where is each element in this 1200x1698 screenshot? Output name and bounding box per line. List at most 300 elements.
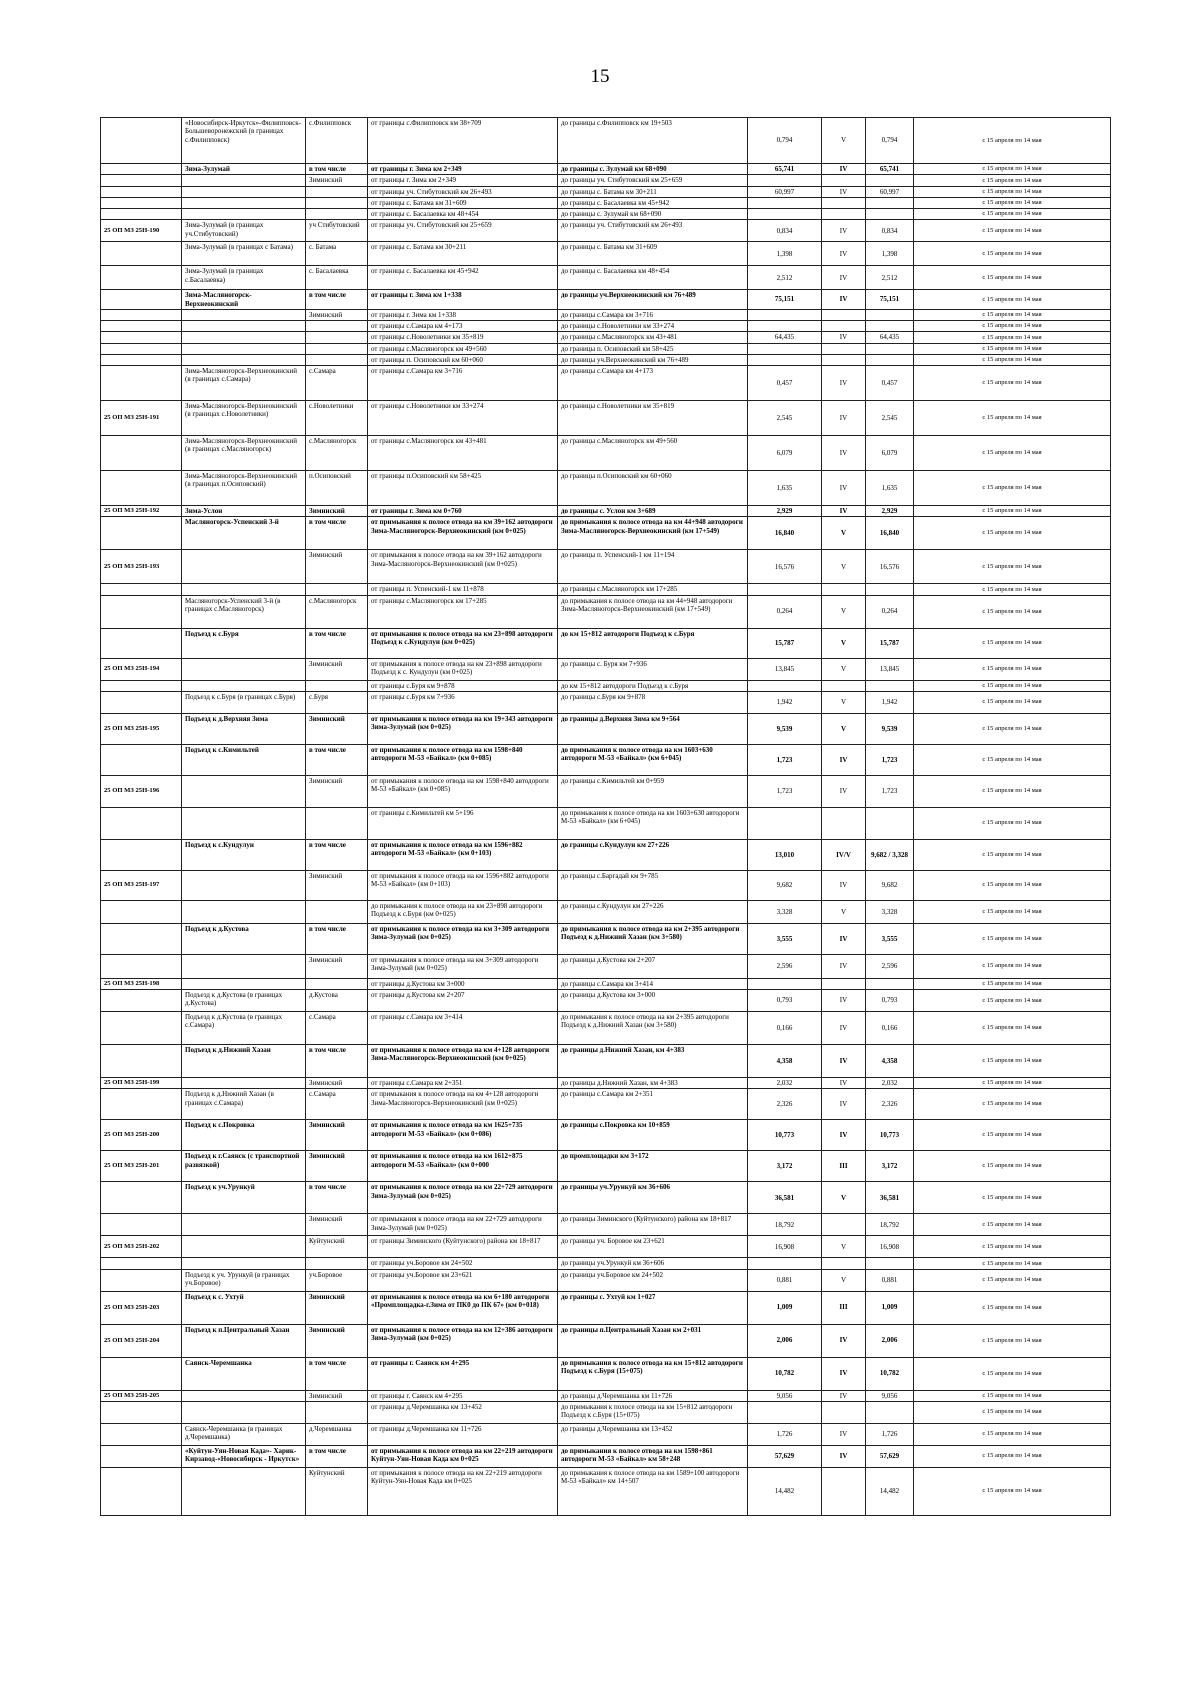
segment-start: от границы с. Батама км 31+609 bbox=[368, 197, 558, 208]
road-length: 2,006 bbox=[748, 1324, 822, 1357]
table-row bbox=[101, 517, 1111, 550]
road-code bbox=[101, 691, 182, 713]
segment-end: до промплощадки км 3+172 bbox=[558, 1151, 748, 1182]
segment-end: до примыкания к полосе отвода на км 1589+100 автодороги М-53 «Байкал» км 14+507 bbox=[558, 1467, 748, 1515]
table-row bbox=[101, 164, 1111, 175]
restriction-period: с 15 апреля по 14 мая bbox=[914, 1258, 1111, 1269]
road-category: V bbox=[822, 628, 866, 658]
table-row bbox=[101, 321, 1111, 332]
road-district bbox=[306, 197, 368, 208]
road-code: 25 ОП МЗ 25Н-203 bbox=[101, 1291, 182, 1324]
road-code bbox=[101, 471, 182, 506]
segment-end: до границы с. Ухтуй км 1+027 bbox=[558, 1291, 748, 1324]
table-row bbox=[101, 775, 1111, 807]
road-district bbox=[306, 807, 368, 839]
road-category: IV bbox=[822, 332, 866, 343]
road-name: «Куйтун-Уян-Новая Када»- Харик-Кирзавод-«Новосибирск - Иркутск» bbox=[182, 1445, 306, 1467]
road-name: Подъезд к с. Ухтуй bbox=[182, 1291, 306, 1324]
restriction-period: с 15 апреля по 14 мая bbox=[914, 309, 1111, 320]
table-row bbox=[101, 628, 1111, 658]
road-district: Зиминский bbox=[306, 954, 368, 978]
segment-end: до границы д.Черемшанка км 11+726 bbox=[558, 1390, 748, 1401]
restriction-period: с 15 апреля по 14 мая bbox=[914, 870, 1111, 900]
restricted-length: 1,635 bbox=[866, 471, 914, 506]
road-code: 25 ОП МЗ 25Н-205 bbox=[101, 1390, 182, 1401]
restriction-period: с 15 апреля по 14 мая bbox=[914, 220, 1111, 242]
segment-end: до границы д.Кустова км 3+000 bbox=[558, 990, 748, 1012]
table-row bbox=[101, 290, 1111, 310]
road-district: Зиминский bbox=[306, 1390, 368, 1401]
segment-start: от границы с.Новолетники км 35+819 bbox=[368, 332, 558, 343]
table-row bbox=[101, 1078, 1111, 1089]
road-category: IV/V bbox=[822, 839, 866, 870]
road-length: 1,726 bbox=[748, 1423, 822, 1445]
road-name bbox=[182, 343, 306, 354]
road-district: Куйтунский bbox=[306, 1467, 368, 1515]
road-code: 25 ОП МЗ 25Н-204 bbox=[101, 1324, 182, 1357]
segment-end: до примыкания к полосе отвода на км 44+948 автодороги Зима-Масляногорск-Верхнеокинский (км 17+549) bbox=[558, 517, 748, 550]
table-row bbox=[101, 471, 1111, 506]
restricted-length bbox=[866, 354, 914, 365]
restricted-length: 75,151 bbox=[866, 290, 914, 310]
segment-start: от границы г. Зима км 1+338 bbox=[368, 290, 558, 310]
road-name bbox=[182, 1078, 306, 1089]
road-code bbox=[101, 990, 182, 1012]
road-category: IV bbox=[822, 164, 866, 175]
table-row bbox=[101, 436, 1111, 471]
segment-end: до границы с.Самара км 4+173 bbox=[558, 366, 748, 401]
road-length: 1,723 bbox=[748, 744, 822, 775]
road-category: IV bbox=[822, 1357, 866, 1390]
road-length: 0,834 bbox=[748, 220, 822, 242]
road-name: Подъезд к с.Кундулун bbox=[182, 839, 306, 870]
table-row bbox=[101, 1045, 1111, 1078]
restricted-length: 2,545 bbox=[866, 401, 914, 436]
restriction-period: с 15 апреля по 14 мая bbox=[914, 1423, 1111, 1445]
restriction-period: с 15 апреля по 14 мая bbox=[914, 1357, 1111, 1390]
table-row bbox=[101, 954, 1111, 978]
table-row bbox=[101, 990, 1111, 1012]
road-district: д.Кустова bbox=[306, 990, 368, 1012]
restricted-length: 2,929 bbox=[866, 506, 914, 517]
restriction-period: с 15 апреля по 14 мая bbox=[914, 550, 1111, 584]
segment-start: от примыкания к полосе отвода на км 1596+882 автодороги М-53 «Байкал» (км 0+103) bbox=[368, 870, 558, 900]
table-row bbox=[101, 1357, 1111, 1390]
segment-end: до границы с. Басалаевка км 45+942 bbox=[558, 197, 748, 208]
segment-end: до границы уч.Урункуй км 36+606 bbox=[558, 1182, 748, 1214]
road-district: в том числе bbox=[306, 1182, 368, 1214]
segment-start: от границы г. Зима км 1+338 bbox=[368, 309, 558, 320]
segment-start: от границы уч. Стибутовский км 25+659 bbox=[368, 220, 558, 242]
road-name: Масляногорск-Успенский 3-й (в границах с.Масляногорск) bbox=[182, 595, 306, 628]
restricted-length: 65,741 bbox=[866, 164, 914, 175]
road-length: 0,166 bbox=[748, 1012, 822, 1045]
road-code bbox=[101, 1467, 182, 1515]
segment-start: от границы уч.Боровое км 24+502 bbox=[368, 1258, 558, 1269]
road-length: 4,358 bbox=[748, 1045, 822, 1078]
road-length bbox=[748, 354, 822, 365]
restricted-length bbox=[866, 1258, 914, 1269]
road-code: 25 ОП МЗ 25Н-192 bbox=[101, 506, 182, 517]
segment-start: от примыкания к полосе отвода на км 3+309 автодороги Зима-Зулумай (км 0+025) bbox=[368, 923, 558, 954]
road-category bbox=[822, 309, 866, 320]
restricted-length: 9,539 bbox=[866, 713, 914, 744]
road-code: 25 ОП МЗ 25Н-194 bbox=[101, 658, 182, 680]
segment-start: от границы с. Басалаевка км 48+454 bbox=[368, 209, 558, 220]
restriction-period: с 15 апреля по 14 мая bbox=[914, 1078, 1111, 1089]
segment-end: до границы с.Самара км 3+414 bbox=[558, 978, 748, 989]
road-category: V bbox=[822, 1269, 866, 1291]
restriction-period: с 15 апреля по 14 мая bbox=[914, 1445, 1111, 1467]
road-district bbox=[306, 321, 368, 332]
segment-end: до границы уч. Боровое км 23+621 bbox=[558, 1236, 748, 1258]
restricted-length: 0,264 bbox=[866, 595, 914, 628]
road-category bbox=[822, 209, 866, 220]
table-row bbox=[101, 978, 1111, 989]
segment-start: от примыкания к полосе отвода на км 22+219 автодороги Куйтун-Уян-Новая Када км 0+025 bbox=[368, 1467, 558, 1515]
road-category: V bbox=[822, 900, 866, 923]
segment-start: от границы д.Кустова км 3+000 bbox=[368, 978, 558, 989]
restriction-period: с 15 апреля по 14 мая bbox=[914, 321, 1111, 332]
road-length: 2,545 bbox=[748, 401, 822, 436]
road-name: Подъезд к уч.Урункуй bbox=[182, 1182, 306, 1214]
segment-start: от границы г. Зима км 0+760 bbox=[368, 506, 558, 517]
segment-start: от границы с.Филипповск км 38+709 bbox=[368, 118, 558, 164]
road-length bbox=[748, 321, 822, 332]
restriction-period: с 15 апреля по 14 мая bbox=[914, 164, 1111, 175]
road-category bbox=[822, 1401, 866, 1423]
road-district bbox=[306, 1401, 368, 1423]
table-row bbox=[101, 175, 1111, 186]
road-code bbox=[101, 680, 182, 691]
segment-end: до примыкания к полосе отвода на км 1603+630 автодороги М-53 «Байкал» (км 6+045) bbox=[558, 807, 748, 839]
restriction-period: с 15 апреля по 14 мая bbox=[914, 1236, 1111, 1258]
road-category: V bbox=[822, 713, 866, 744]
segment-end: до границы с.Буря км 9+878 bbox=[558, 691, 748, 713]
restricted-length bbox=[866, 978, 914, 989]
segment-start: от границы г. Зима км 2+349 bbox=[368, 164, 558, 175]
table-row bbox=[101, 209, 1111, 220]
road-code: 25 ОП МЗ 25Н-198 bbox=[101, 978, 182, 989]
road-category: IV bbox=[822, 1120, 866, 1151]
road-code bbox=[101, 164, 182, 175]
table-row bbox=[101, 584, 1111, 595]
road-district: с. Басалаевка bbox=[306, 266, 368, 290]
road-category: V bbox=[822, 1236, 866, 1258]
road-code bbox=[101, 175, 182, 186]
road-length: 2,929 bbox=[748, 506, 822, 517]
table-row bbox=[101, 1151, 1111, 1182]
road-length: 3,172 bbox=[748, 1151, 822, 1182]
road-code: 25 ОП МЗ 25Н-197 bbox=[101, 870, 182, 900]
road-length bbox=[748, 197, 822, 208]
segment-start: от границы с.Буря км 7+936 bbox=[368, 691, 558, 713]
road-category: III bbox=[822, 1151, 866, 1182]
road-code bbox=[101, 900, 182, 923]
table-row bbox=[101, 118, 1111, 164]
restriction-period: с 15 апреля по 14 мая bbox=[914, 1045, 1111, 1078]
road-category bbox=[822, 175, 866, 186]
road-name bbox=[182, 807, 306, 839]
segment-end: до границы уч. Стибутовский км 25+659 bbox=[558, 175, 748, 186]
road-category: IV bbox=[822, 744, 866, 775]
road-category bbox=[822, 1467, 866, 1515]
restricted-length: 1,009 bbox=[866, 1291, 914, 1324]
restriction-period: с 15 апреля по 14 мая bbox=[914, 1012, 1111, 1045]
road-code bbox=[101, 354, 182, 365]
segment-start: от примыкания к полосе отвода на км 1598+840 автодороги М-53 «Байкал» (км 0+085) bbox=[368, 744, 558, 775]
segment-end: до примыкания к полосе отвода на км 2+395 автодороги Подъезд к д.Нижний Хазан (км 3+580) bbox=[558, 923, 748, 954]
road-length: 60,997 bbox=[748, 186, 822, 197]
segment-end: до границы с.Баргадай км 9+785 bbox=[558, 870, 748, 900]
segment-start: от границы с.Самара км 3+716 bbox=[368, 366, 558, 401]
road-name bbox=[182, 175, 306, 186]
table-row bbox=[101, 550, 1111, 584]
road-name bbox=[182, 332, 306, 343]
segment-end: до границы с.Масляногорск км 43+481 bbox=[558, 332, 748, 343]
road-length: 64,435 bbox=[748, 332, 822, 343]
restriction-period: с 15 апреля по 14 мая bbox=[914, 332, 1111, 343]
road-name: Подъезд к п.Центральный Хазан bbox=[182, 1324, 306, 1357]
road-category: IV bbox=[822, 506, 866, 517]
road-length bbox=[748, 209, 822, 220]
road-length: 10,773 bbox=[748, 1120, 822, 1151]
road-name: Подъезд к уч. Урункуй (в границах уч.Боровое) bbox=[182, 1269, 306, 1291]
road-category: IV bbox=[822, 1423, 866, 1445]
road-district bbox=[306, 209, 368, 220]
restricted-length: 0,794 bbox=[866, 118, 914, 164]
road-district bbox=[306, 332, 368, 343]
road-name: Зима-Масляногорск- Верхнеокинский bbox=[182, 290, 306, 310]
restricted-length: 15,787 bbox=[866, 628, 914, 658]
road-name bbox=[182, 658, 306, 680]
segment-end: до границы с.Новолетники км 33+274 bbox=[558, 321, 748, 332]
segment-start: от примыкания к полосе отвода на км 23+898 автодороги Подъезд к с. Кундулун (км 0+025) bbox=[368, 658, 558, 680]
restricted-length: 1,942 bbox=[866, 691, 914, 713]
road-district: Зиминский bbox=[306, 175, 368, 186]
road-name: Саянск-Черемшанка bbox=[182, 1357, 306, 1390]
road-category: IV bbox=[822, 1390, 866, 1401]
restricted-length: 0,166 bbox=[866, 1012, 914, 1045]
road-category: V bbox=[822, 517, 866, 550]
road-code bbox=[101, 242, 182, 266]
segment-start: от примыкания к полосе отвода на км 1625+735 автодороги М-53 «Байкал» (км 0+086) bbox=[368, 1120, 558, 1151]
table-row bbox=[101, 680, 1111, 691]
road-length bbox=[748, 807, 822, 839]
road-name bbox=[182, 900, 306, 923]
road-name: Подъезд к д.Кустова (в границах д.Кустова) bbox=[182, 990, 306, 1012]
segment-start: от границы уч.Боровое км 23+621 bbox=[368, 1269, 558, 1291]
road-district bbox=[306, 343, 368, 354]
segment-end: до примыкания к полосе отвода на км 15+812 автодороги Подъезд к с.Буря (15+075) bbox=[558, 1357, 748, 1390]
segment-end: до границы д.Кустова км 2+207 bbox=[558, 954, 748, 978]
road-district: с. Батама bbox=[306, 242, 368, 266]
road-length bbox=[748, 1401, 822, 1423]
restricted-length: 9,682 bbox=[866, 870, 914, 900]
table-row bbox=[101, 266, 1111, 290]
restricted-length: 64,435 bbox=[866, 332, 914, 343]
road-code bbox=[101, 954, 182, 978]
road-length: 0,264 bbox=[748, 595, 822, 628]
segment-end: до границы с. Басалаевка км 48+454 bbox=[558, 266, 748, 290]
road-category bbox=[822, 1214, 866, 1236]
segment-end: до границы уч.Урункуй км 36+606 bbox=[558, 1258, 748, 1269]
road-category: V bbox=[822, 550, 866, 584]
road-category: V bbox=[822, 1182, 866, 1214]
road-district: в том числе bbox=[306, 290, 368, 310]
restriction-period: с 15 апреля по 14 мая bbox=[914, 1401, 1111, 1423]
segment-end: до примыкания к полосе отвода на км 44+948 автодороги Зима-Масляногорск-Верхнеокинский (км 17+549) bbox=[558, 595, 748, 628]
road-length: 9,539 bbox=[748, 713, 822, 744]
road-length: 57,629 bbox=[748, 1445, 822, 1467]
road-category: IV bbox=[822, 471, 866, 506]
road-name bbox=[182, 1258, 306, 1269]
road-code bbox=[101, 366, 182, 401]
road-name bbox=[182, 1236, 306, 1258]
road-name: Зима-Зулумай (в границах с Батама) bbox=[182, 242, 306, 266]
segment-start: от примыкания к полосе отвода на км 12+386 автодороги Зима-Зулумай (км 0+025) bbox=[368, 1324, 558, 1357]
road-category: IV bbox=[822, 1089, 866, 1120]
table-row bbox=[101, 242, 1111, 266]
restriction-period: с 15 апреля по 14 мая bbox=[914, 1269, 1111, 1291]
road-district: в том числе bbox=[306, 1445, 368, 1467]
road-name: Масляногорск-Успенский 3-й bbox=[182, 517, 306, 550]
road-code bbox=[101, 1182, 182, 1214]
segment-start: от границы с.Самара км 4+173 bbox=[368, 321, 558, 332]
road-code: 25 ОП МЗ 25Н-191 bbox=[101, 401, 182, 436]
restricted-length: 2,326 bbox=[866, 1089, 914, 1120]
road-code: 25 ОП МЗ 25Н-200 bbox=[101, 1120, 182, 1151]
table-row bbox=[101, 220, 1111, 242]
road-district: с.Филипповск bbox=[306, 118, 368, 164]
table-row bbox=[101, 1258, 1111, 1269]
restriction-period: с 15 апреля по 14 мая bbox=[914, 471, 1111, 506]
road-length bbox=[748, 978, 822, 989]
road-length: 16,576 bbox=[748, 550, 822, 584]
road-category: IV bbox=[822, 401, 866, 436]
restriction-period: с 15 апреля по 14 мая bbox=[914, 744, 1111, 775]
road-length: 13,010 bbox=[748, 839, 822, 870]
table-row bbox=[101, 807, 1111, 839]
restriction-period: с 15 апреля по 14 мая bbox=[914, 517, 1111, 550]
segment-end: до границы п.Осиповский км 60+060 bbox=[558, 471, 748, 506]
restriction-period: с 15 апреля по 14 мая bbox=[914, 713, 1111, 744]
restricted-length: 4,358 bbox=[866, 1045, 914, 1078]
road-name: Зима-Зулумай (в границах с.Басалаевка) bbox=[182, 266, 306, 290]
road-length bbox=[748, 343, 822, 354]
road-length: 0,457 bbox=[748, 366, 822, 401]
restricted-length: 16,908 bbox=[866, 1236, 914, 1258]
road-category: IV bbox=[822, 1078, 866, 1089]
road-district: в том числе bbox=[306, 1045, 368, 1078]
segment-end: до границы с.Самара км 3+716 bbox=[558, 309, 748, 320]
restriction-period: с 15 апреля по 14 мая bbox=[914, 266, 1111, 290]
segment-end: до границы с. Батама км 30+211 bbox=[558, 186, 748, 197]
road-category bbox=[822, 1258, 866, 1269]
road-district: в том числе bbox=[306, 1357, 368, 1390]
road-name bbox=[182, 354, 306, 365]
restriction-period: с 15 апреля по 14 мая bbox=[914, 839, 1111, 870]
road-register-table bbox=[100, 117, 1111, 1516]
road-name: Зима-Зулумай bbox=[182, 164, 306, 175]
segment-end: до границы с. Буря км 7+936 bbox=[558, 658, 748, 680]
road-name: Зима-Масляногорск-Верхнеокинский (в границах п.Осиповский) bbox=[182, 471, 306, 506]
restriction-period: с 15 апреля по 14 мая bbox=[914, 990, 1111, 1012]
road-length: 2,596 bbox=[748, 954, 822, 978]
table-row bbox=[101, 366, 1111, 401]
segment-end: до границы уч.Боровое км 24+502 bbox=[558, 1269, 748, 1291]
table-row bbox=[101, 1445, 1111, 1467]
road-length: 75,151 bbox=[748, 290, 822, 310]
restricted-length: 2,006 bbox=[866, 1324, 914, 1357]
segment-end: до примыкания к полосе отвода на км 15+812 автодороги Подъезд к с.Буря (15+075) bbox=[558, 1401, 748, 1423]
table-row bbox=[101, 691, 1111, 713]
road-name: Зима-Масляногорск-Верхнеокинский (в границах с.Самара) bbox=[182, 366, 306, 401]
road-code bbox=[101, 1012, 182, 1045]
restriction-period: с 15 апреля по 14 мая bbox=[914, 1089, 1111, 1120]
road-district: уч.Боровое bbox=[306, 1269, 368, 1291]
segment-start: от примыкания к полосе отвода на км 1598+840 автодороги М-53 «Байкал» (км 0+085) bbox=[368, 775, 558, 807]
restriction-period: с 15 апреля по 14 мая bbox=[914, 595, 1111, 628]
table-row bbox=[101, 506, 1111, 517]
road-district: Зиминский bbox=[306, 713, 368, 744]
table-row bbox=[101, 186, 1111, 197]
road-name bbox=[182, 978, 306, 989]
restricted-length: 57,629 bbox=[866, 1445, 914, 1467]
road-category bbox=[822, 321, 866, 332]
restriction-period: с 15 апреля по 14 мая bbox=[914, 658, 1111, 680]
segment-start: от примыкания к полосе отвода на км 1596+882 автодороги М-53 «Байкал» (км 0+103) bbox=[368, 839, 558, 870]
restriction-period: с 15 апреля по 14 мая bbox=[914, 401, 1111, 436]
table-row bbox=[101, 343, 1111, 354]
segment-start: от границы с.Самара км 3+414 bbox=[368, 1012, 558, 1045]
road-district: с.Самара bbox=[306, 1012, 368, 1045]
road-district: уч Стибутовский bbox=[306, 220, 368, 242]
road-name: Зима-Масляногорск-Верхнеокинский (в границах с.Масляногорск) bbox=[182, 436, 306, 471]
road-code: 25 ОП МЗ 25Н-201 bbox=[101, 1151, 182, 1182]
road-district: с.Самара bbox=[306, 1089, 368, 1120]
restriction-period: с 15 апреля по 14 мая bbox=[914, 1324, 1111, 1357]
road-district: Зиминский bbox=[306, 1324, 368, 1357]
table-row bbox=[101, 900, 1111, 923]
road-district: в том числе bbox=[306, 923, 368, 954]
segment-end: до границы с.Покровка км 10+859 bbox=[558, 1120, 748, 1151]
segment-start: от границы с.Масляногорск км 17+285 bbox=[368, 595, 558, 628]
segment-end: до границы п. Успенский-1 км 11+194 bbox=[558, 550, 748, 584]
table-row bbox=[101, 1324, 1111, 1357]
segment-end: до границы Зиминского (Куйтунского) района км 18+817 bbox=[558, 1214, 748, 1236]
road-length: 6,079 bbox=[748, 436, 822, 471]
table-row bbox=[101, 1467, 1111, 1515]
road-district bbox=[306, 1258, 368, 1269]
segment-start: от границы с. Басалаевка км 45+942 bbox=[368, 266, 558, 290]
road-name: «Новосибирск-Иркутск»-Филипповск-Большеворонежский (в границах с.Филипповск) bbox=[182, 118, 306, 164]
road-length: 1,009 bbox=[748, 1291, 822, 1324]
restricted-length: 0,881 bbox=[866, 1269, 914, 1291]
restricted-length: 18,792 bbox=[866, 1214, 914, 1236]
segment-start: от примыкания к полосе отвода на км 22+219 автодороги Куйтун-Уян-Новая Када км 0+025 bbox=[368, 1445, 558, 1467]
segment-start: от примыкания к полосе отвода на км 19+343 автодороги Зима-Зулумай (км 0+025) bbox=[368, 713, 558, 744]
road-code bbox=[101, 332, 182, 343]
segment-end: до границы с. Услон км 3+689 bbox=[558, 506, 748, 517]
table-row bbox=[101, 401, 1111, 436]
restriction-period: с 15 апреля по 14 мая bbox=[914, 954, 1111, 978]
restricted-length: 3,555 bbox=[866, 923, 914, 954]
road-length: 9,682 bbox=[748, 870, 822, 900]
restriction-period: с 15 апреля по 14 мая bbox=[914, 242, 1111, 266]
road-district: Зиминский bbox=[306, 309, 368, 320]
road-name: Зима-Услон bbox=[182, 506, 306, 517]
